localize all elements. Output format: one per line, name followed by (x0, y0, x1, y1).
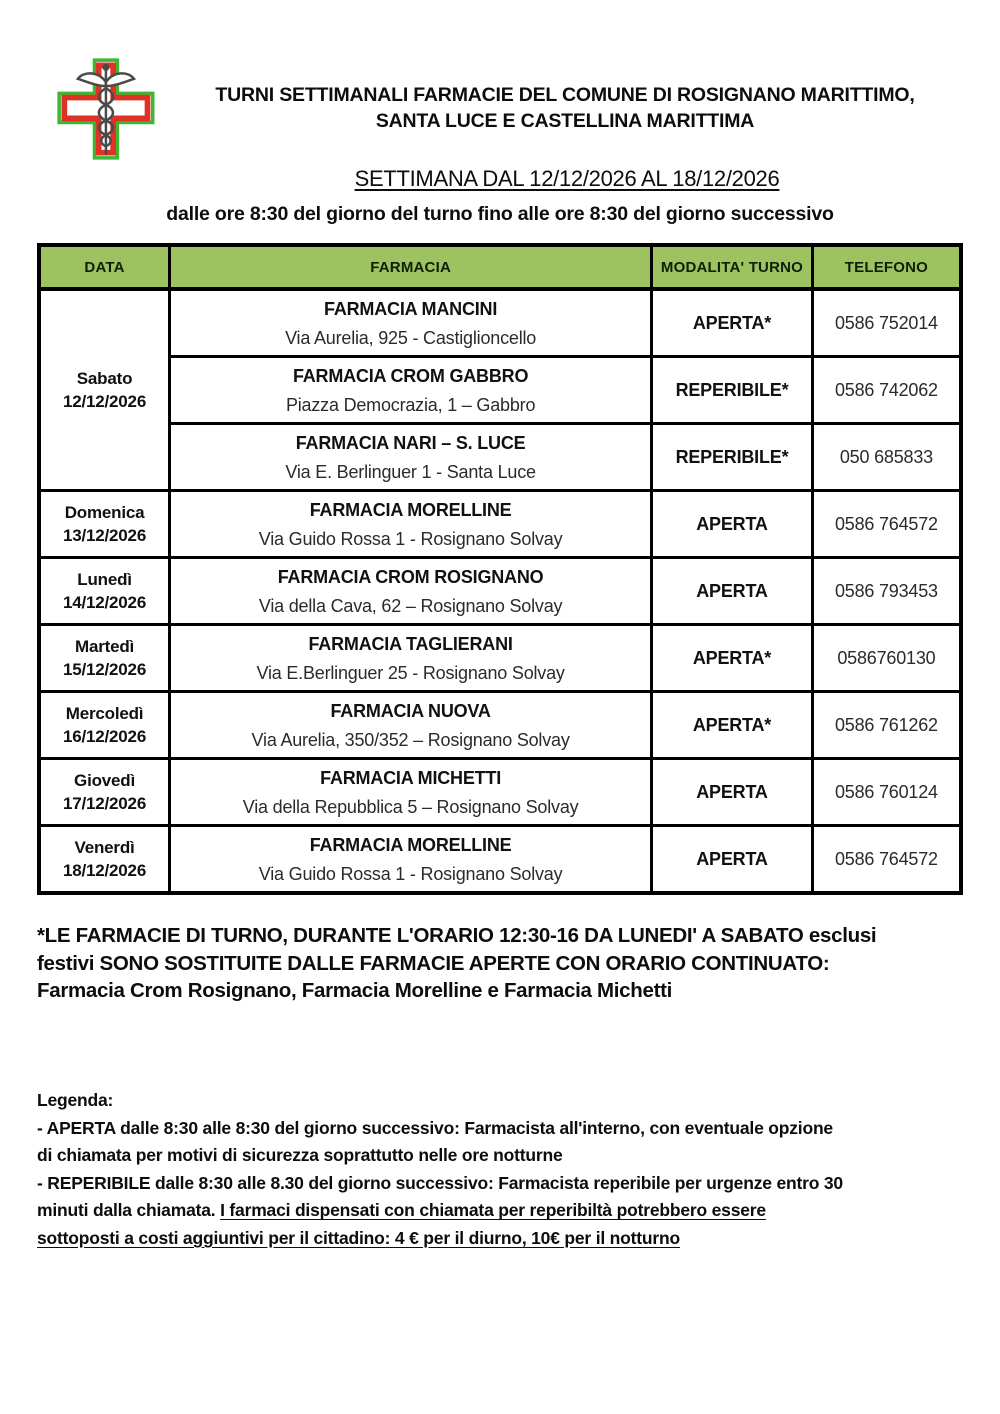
legend-reperibile-line2 (37, 1197, 965, 1225)
pharmacy-cell (170, 491, 652, 558)
pharmacy-address: Via Guido Rossa 1 - Rosignano Solvay (258, 863, 563, 884)
day-label: Giovedì (74, 771, 135, 790)
pharmacy-address: Via E.Berlinguer 25 - Rosignano Solvay (256, 662, 565, 683)
legend-reperibile-line3-underlined: sottoposti a costi aggiuntivi per il cittadino: 4 € per il diurno, 10€ per il notturno (37, 1227, 680, 1248)
date-label: 14/12/2026 (62, 593, 147, 612)
pharmacy-name: FARMACIA MORELLINE (309, 499, 512, 520)
day-label: Domenica (64, 503, 145, 522)
table-row (39, 424, 961, 491)
pharmacy-name: FARMACIA MORELLINE (309, 834, 512, 855)
footnote-line1: *LE FARMACIE DI TURNO, DURANTE L'ORARIO 12:30-16 DA LUNEDI' A SABATO esclusi (37, 924, 877, 947)
page-title (168, 82, 962, 134)
col-header-telefono: TELEFONO (812, 245, 961, 289)
mode-cell: APERTA (652, 558, 813, 625)
pharmacy-address: Via Aurelia, 350/352 – Rosignano Solvay (251, 729, 570, 750)
mode-cell: APERTA (652, 826, 813, 894)
shift-hours-note: dalle ore 8:30 del giorno del turno fino alle ore 8:30 del giorno successivo (166, 203, 834, 225)
date-label: 16/12/2026 (62, 727, 147, 746)
table-row (39, 558, 961, 625)
page-title-line2: SANTA LUCE E CASTELLINA MARITTIMA (375, 110, 755, 132)
date-cell (39, 558, 170, 625)
pharmacy-address: Via Aurelia, 925 - Castiglioncello (285, 327, 537, 348)
pharmacy-cell (170, 625, 652, 692)
date-cell (39, 625, 170, 692)
pharmacy-name: FARMACIA NUOVA (330, 700, 491, 721)
date-cell (39, 491, 170, 558)
table-row (39, 759, 961, 826)
page-title-line1: TURNI SETTIMANALI FARMACIE DEL COMUNE DI ROSIGNANO MARITTIMO, (215, 84, 915, 106)
date-cell (39, 692, 170, 759)
pharmacy-address: Via E. Berlinguer 1 - Santa Luce (285, 461, 536, 482)
date-label: 17/12/2026 (62, 794, 147, 813)
day-label: Martedì (75, 637, 135, 656)
pharmacy-cell (170, 759, 652, 826)
table-row (39, 491, 961, 558)
pharmacy-cell (170, 692, 652, 759)
phone-cell: 0586 764572 (812, 826, 961, 894)
phone-cell: 0586 742062 (812, 357, 961, 424)
pharmacy-cell (170, 289, 652, 357)
duty-table (37, 243, 963, 895)
table-row (39, 692, 961, 759)
date-label: 15/12/2026 (62, 660, 147, 679)
phone-cell: 0586 752014 (812, 289, 961, 357)
pharmacy-address: Via Guido Rossa 1 - Rosignano Solvay (258, 528, 563, 549)
pharmacy-logo (54, 57, 162, 161)
table-row (39, 625, 961, 692)
day-label: Lunedì (77, 570, 132, 589)
day-label: Sabato (76, 369, 133, 388)
legend-aperta-line2: di chiamata per motivi di sicurezza soprattutto nelle ore notturne (37, 1145, 563, 1166)
footnote-line3: Farmacia Crom Rosignano, Farmacia Morelline e Farmacia Michetti (37, 979, 673, 1002)
phone-cell: 050 685833 (812, 424, 961, 491)
legend-title: Legenda: (37, 1090, 114, 1110)
mode-cell: APERTA (652, 491, 813, 558)
footnote-line2: festivi SONO SOSTITUITE DALLE FARMACIE APERTE CON ORARIO CONTINUATO: (37, 951, 830, 975)
phone-cell: 0586 793453 (812, 558, 961, 625)
table-row (39, 289, 961, 357)
date-cell (39, 759, 170, 826)
substitution-footnote (37, 922, 962, 1005)
legend-reperibile-line2-underlined: I farmaci dispensati con chiamata per reperibiltà potrebbero essere (220, 1200, 766, 1221)
phone-cell: 0586 760124 (812, 759, 961, 826)
date-cell (39, 826, 170, 894)
day-label: Venerdì (74, 838, 135, 857)
mode-cell: REPERIBILE* (652, 424, 813, 491)
pharmacy-cell (170, 357, 652, 424)
phone-cell: 0586 761262 (812, 692, 961, 759)
mode-cell: REPERIBILE* (652, 357, 813, 424)
phone-cell: 0586 764572 (812, 491, 961, 558)
col-header-modalita-turno: MODALITA' TURNO (652, 245, 813, 289)
mode-cell: APERTA* (652, 692, 813, 759)
pharmacy-name: FARMACIA MICHETTI (320, 767, 502, 788)
pharmacy-name: FARMACIA CROM ROSIGNANO (277, 566, 544, 587)
date-label: 13/12/2026 (62, 526, 147, 545)
mode-cell: APERTA (652, 759, 813, 826)
date-label: 12/12/2026 (62, 392, 147, 411)
date-label: 18/12/2026 (62, 861, 147, 880)
legend-reperibile-line2-normal: minuti dalla chiamata. (37, 1200, 221, 1221)
pharmacy-cross-caduceus-icon (54, 57, 162, 161)
pharmacy-address: Via della Repubblica 5 – Rosignano Solvay (242, 796, 579, 817)
mode-cell: APERTA* (652, 625, 813, 692)
pharmacy-name: FARMACIA MANCINI (324, 298, 498, 319)
col-header-data: DATA (39, 245, 170, 289)
table-header-row (39, 245, 961, 289)
table-row (39, 826, 961, 894)
mode-cell: APERTA* (652, 289, 813, 357)
legend-reperibile-line1: - REPERIBILE dalle 8:30 alle 8.30 del giorno successivo: Farmacista reperibile per urgenze entro 30 (37, 1172, 843, 1193)
pharmacy-cell (170, 424, 652, 491)
pharmacy-name: FARMACIA NARI – S. LUCE (295, 432, 526, 453)
pharmacy-cell (170, 558, 652, 625)
col-header-farmacia: FARMACIA (170, 245, 652, 289)
pharmacy-name: FARMACIA TAGLIERANI (308, 633, 513, 654)
legend-aperta-line1: - APERTA dalle 8:30 alle 8:30 del giorno successivo: Farmacista all'interno, con eventuale opzione (37, 1117, 833, 1138)
table-row (39, 357, 961, 424)
phone-cell: 0586760130 (812, 625, 961, 692)
pharmacy-name: FARMACIA CROM GABBRO (292, 365, 529, 386)
week-range: SETTIMANA DAL 12/12/2026 AL 18/12/2026 (354, 166, 780, 191)
pharmacy-cell (170, 826, 652, 894)
day-label: Mercoledì (65, 704, 144, 723)
pharmacy-address: Via della Cava, 62 – Rosignano Solvay (258, 595, 563, 616)
date-cell (39, 289, 170, 491)
pharmacy-address: Piazza Democrazia, 1 – Gabbro (285, 394, 536, 415)
legend (37, 1087, 965, 1253)
